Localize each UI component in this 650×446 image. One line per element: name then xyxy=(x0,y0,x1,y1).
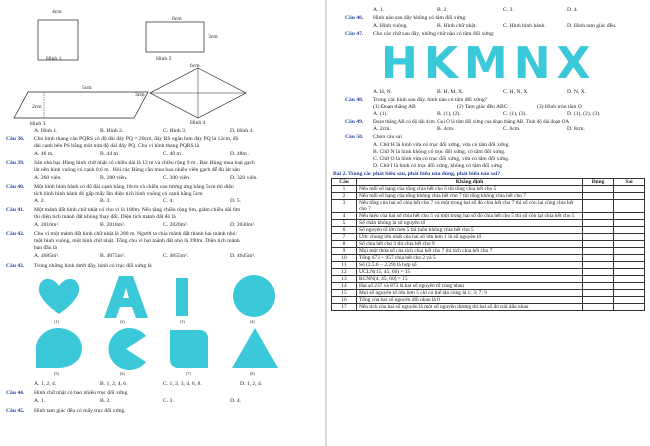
row-dung-cell[interactable] xyxy=(583,227,614,234)
row-statement: BCNN(4, 45, 60) = 15 xyxy=(357,276,583,283)
row-sai-cell[interactable] xyxy=(614,290,645,297)
shape-number-1: (1) xyxy=(54,319,59,324)
q45-number: Câu 45. xyxy=(6,408,25,414)
q42-text-2: một hình vuông, một hình chữ nhật. Tổng chu vi hai mảnh đất nhỏ là 390m. Diện tích mảnh xyxy=(34,238,240,244)
row-sai-cell[interactable] xyxy=(614,186,645,193)
q44-option-a: A. 1. xyxy=(34,398,46,404)
row-number: 7 xyxy=(332,234,357,241)
q42-number: Câu 42. xyxy=(6,231,25,237)
row-sai-cell[interactable] xyxy=(614,269,645,276)
row-statement: Số nguyên tố lớn hơn 5 thì luôn không chia hết cho 5 xyxy=(357,227,583,234)
row-number: 6 xyxy=(332,227,357,234)
row-dung-cell[interactable] xyxy=(583,241,614,248)
row-dung-cell[interactable] xyxy=(583,304,614,311)
parallelogram-top-label: 5cm xyxy=(82,85,92,91)
q34-option-b: B. Hình 2.. xyxy=(100,128,125,134)
row-sai-cell[interactable] xyxy=(614,234,645,241)
header-dung: Đúng xyxy=(583,179,614,186)
q43-option-a: A. 1, 2, 4. xyxy=(34,381,57,387)
q44-number: Câu 44. xyxy=(6,390,25,396)
parallelogram-figure-name: Hình 3 xyxy=(30,121,46,127)
row-dung-cell[interactable] xyxy=(583,255,614,262)
q34-option-a: A. Hình 1. xyxy=(34,128,58,134)
q44-option-c: C. 3. xyxy=(163,398,174,404)
row-number: 5 xyxy=(332,220,357,227)
row-sai-cell[interactable] xyxy=(614,248,645,255)
row-number: 13 xyxy=(332,276,357,283)
row-statement: Nếu mỗi số hạng của tổng không chia hết cho 7 thì tổng không chia hết cho 7 xyxy=(357,193,583,200)
row-number: 8 xyxy=(332,241,357,248)
row-sai-cell[interactable] xyxy=(614,220,645,227)
shape-number-2: (2) xyxy=(120,319,125,324)
shape-6-pacman xyxy=(104,328,148,370)
row-statement: Nếu tích của hai số nguyên là một số nguyên dương thì hai số đó trái dấu nhau xyxy=(357,304,583,311)
bai2-title: Bài 2. Trong các phát biểu sau, phát biểu nào đúng, phát biểu nào sai? xyxy=(333,171,501,177)
q50-item-b: B. Chữ N là hình không có trục đối xứng, có tâm đối xứng. xyxy=(373,149,506,155)
q45-option-c: C. 3. xyxy=(503,7,514,13)
q42-option-d: D. 4645m². xyxy=(230,253,256,259)
row-number: 9 xyxy=(332,248,357,255)
row-dung-cell[interactable] xyxy=(583,213,614,220)
row-sai-cell[interactable] xyxy=(614,241,645,248)
row-dung-cell[interactable] xyxy=(583,193,614,200)
row-number: 14 xyxy=(332,283,357,290)
statement-table xyxy=(331,178,645,311)
q49-option-d: D. 8cm. xyxy=(567,126,585,132)
q39-text-2: lát nền hình vuông có cạnh 0,6 m . Hỏi các Hùng cần mua bao nhiêu viên gạch để đủ lát sân xyxy=(34,167,240,173)
table-row xyxy=(332,220,645,227)
q43-number: Câu 43. xyxy=(6,263,25,269)
q49-text: Đoạn thẳng AB có độ dài 4cm. Gọi O là tâm đối xứng của đoạn thẳng AB. Tính độ dài đoạn OA xyxy=(373,119,570,125)
q41-option-a: A. 2016m². xyxy=(34,222,60,228)
row-statement: Số chia hết cho 3 thì chia hết cho 9 xyxy=(357,241,583,248)
row-statement: Nếu hiệu của hai số chia hết cho 5 và một trong hai số đó chia hết cho 5 thì số còn lại chia hết cho 5 xyxy=(357,213,583,220)
shape-number-7: (7) xyxy=(186,371,191,376)
q42-option-a: A. 4685m². xyxy=(34,253,60,259)
rhombus-top-label: 6cm xyxy=(190,63,200,69)
row-sai-cell[interactable] xyxy=(614,213,645,220)
parallelogram-height-label: 2cm xyxy=(32,104,42,110)
table-row xyxy=(332,276,645,283)
q44-option-d: D. 4. xyxy=(230,398,242,404)
q48-item-2: (2) Tam giác đều ABC xyxy=(457,104,508,110)
row-dung-cell[interactable] xyxy=(583,276,614,283)
q42-text-3: ban đầu là xyxy=(34,245,57,251)
q50-item-d: D. Chữ I là hình có trục đối xứng, không có tâm đối xứng xyxy=(373,163,503,169)
row-statement: Tổng 673 + 957 chia hết cho 2 và 5 xyxy=(357,255,583,262)
row-dung-cell[interactable] xyxy=(583,234,614,241)
row-sai-cell[interactable] xyxy=(614,304,645,311)
q39-option-c: C. 300 viên. xyxy=(163,175,191,181)
row-number: 11 xyxy=(332,262,357,269)
q36-text-2: dài cạnh bên PS bằng một nửa độ dài đáy PQ. Chu vi hình thang PQRS là xyxy=(34,143,200,149)
parallelogram-side-label: 3cm xyxy=(135,92,145,98)
q41-number: Câu 41. xyxy=(6,207,25,213)
row-number: 1 xyxy=(332,186,357,193)
q41-option-b: B. 2018m². xyxy=(100,222,126,228)
right-page xyxy=(327,0,650,446)
header-sai: Sai xyxy=(614,179,645,186)
q36-option-a: A. 46 m. xyxy=(34,151,54,157)
q46-text: Hình nào sau đây không có tâm đối xứng: xyxy=(373,15,467,21)
table-row xyxy=(332,213,645,220)
shape-number-3: (3) xyxy=(180,319,185,324)
row-statement: Hai số 237 và 873 là hai số nguyên tố cùng nhau xyxy=(357,283,583,290)
row-number: 10 xyxy=(332,255,357,262)
q40-option-c: C. 4. xyxy=(163,198,174,204)
row-number: 17 xyxy=(332,304,357,311)
q42-text-1: Chu vi một mảnh đất hình chữ nhật là 280 m. Người ta chia mảnh đất thành hai mảnh nhỏ: xyxy=(34,231,237,237)
row-sai-cell[interactable] xyxy=(614,297,645,304)
q45-option-b: B. 2. xyxy=(437,7,448,13)
row-sai-cell[interactable] xyxy=(614,227,645,234)
table-header-row xyxy=(332,179,645,186)
row-statement: Nếu mỗi số hạng của tổng chia hết cho 5 thì tổng chia hết cho 5 xyxy=(357,186,583,193)
q47-text: Cho các chữ sau đây, những chữ nào có tâm đối xứng: xyxy=(373,31,495,37)
q50-item-a: A. Chữ H là hình vừa có trục đối xứng, vừa có tâm đối xứng. xyxy=(373,142,510,148)
row-dung-cell[interactable] xyxy=(583,200,614,213)
rectangle-figure-name: Hình 2 xyxy=(156,56,172,62)
table-row xyxy=(332,290,645,297)
row-sai-cell[interactable] xyxy=(614,255,645,262)
q41-text-1: Một mảnh đất hình chữ nhật có chu vi là 180m. Nếu tăng chiều rộng 6m, giảm chiều dài 6m xyxy=(34,207,241,213)
row-sai-cell[interactable] xyxy=(614,193,645,200)
q43-option-c: C. 1, 2, 3, 4, 6, 8. xyxy=(163,381,202,387)
table-row xyxy=(332,248,645,255)
row-statement: Số (2.5.6 − 2.29) là hợp số xyxy=(357,262,583,269)
shape-2-letter-a xyxy=(104,276,148,318)
q36-option-b: B. 44 m . xyxy=(100,151,121,157)
q39-text-1: Sân nhà bạc Hùng hình chữ nhật có chiều dài là 12 m và chiều rộng 9 m . Bác Hùng mua loại gạch xyxy=(34,160,255,166)
table-row xyxy=(332,269,645,276)
row-number: 15 xyxy=(332,290,357,297)
q43-text: Trong những hình dưới đây, hình có trục đối xứng là xyxy=(34,263,152,269)
q50-text: Chọn câu sai xyxy=(373,134,402,140)
q43-option-d: D. 1, 2, 4. xyxy=(240,381,263,387)
row-dung-cell[interactable] xyxy=(583,297,614,304)
q47-option-b: B. H, M, X. xyxy=(437,89,464,95)
q41-option-c: C. 2020m². xyxy=(163,222,189,228)
q36-text-1: Cho hình thang cân PQRS có độ dài đáy PQ = 20cm, đáy RS ngắn hơn đáy PQ là 12cm, độ xyxy=(34,136,239,142)
row-statement: Tổng của hai số nguyên đối nhau là 0 xyxy=(357,297,583,304)
row-statement: Nếu tổng của hai số chia hết cho 7 và một trong hai số đó chia hết cho 7 thì số còn lại cũng chia hết cho 7 xyxy=(357,200,583,213)
row-statement: ƯCLN(15, 45, 60) = 15 xyxy=(357,269,583,276)
shape-4-circle xyxy=(232,274,278,320)
q44-text: Hình chữ nhật có bao nhiêu trục đối xứng xyxy=(34,390,128,396)
q34-option-d: D. Hình 4. xyxy=(230,128,254,134)
q45-text: Hình tam giác đều có mấy trục đối xứng. xyxy=(34,408,126,414)
q45-option-d: D. 4. xyxy=(567,7,579,13)
q40-number: Câu 40. xyxy=(6,184,25,190)
table-row xyxy=(332,255,645,262)
table-row xyxy=(332,283,645,290)
row-number: 16 xyxy=(332,297,357,304)
table-row xyxy=(332,200,645,213)
row-statement: Số chẵn không là số nguyên tố xyxy=(357,220,583,227)
row-sai-cell[interactable] xyxy=(614,276,645,283)
q45-option-a: A. 1. xyxy=(373,7,385,13)
q46-option-d: D. Hình tam giác đều. xyxy=(567,23,617,29)
q36-number: Câu 36. xyxy=(6,136,25,142)
q39-option-a: A. 260 viên. xyxy=(34,175,62,181)
header-cau: Câu xyxy=(332,179,357,186)
q40-option-a: A. 2. xyxy=(34,198,46,204)
q34-option-c: C. Hình 3. xyxy=(163,128,187,134)
q48-item-1: (1) Đoạn thẳng AB xyxy=(373,104,416,110)
q48-option-a: A. (1). xyxy=(373,111,388,117)
q49-option-b: B. 4cm. xyxy=(437,126,455,132)
shape-number-6: (6) xyxy=(120,371,125,376)
q46-option-a: A. Hình vuông. xyxy=(373,23,408,29)
q42-option-c: C. 4655m². xyxy=(163,253,189,259)
rectangle-top-label: 6cm xyxy=(172,16,182,22)
q48-text: Trong các hình sau đây, hình nào có tâm đối xứng? xyxy=(373,97,488,103)
row-statement: Ước chung lớn nhất của hai số lớn hơn 1 là số nguyên tố xyxy=(357,234,583,241)
q36-option-d: D. 48m . xyxy=(230,151,250,157)
table-row xyxy=(332,262,645,269)
q47-number: Câu 47. xyxy=(345,31,364,37)
table-row xyxy=(332,304,645,311)
shape-number-8: (8) xyxy=(250,371,255,376)
rectangle-side-label: 3cm xyxy=(208,34,218,40)
table-row xyxy=(332,186,645,193)
row-number: 2 xyxy=(332,193,357,200)
q49-number: Câu 49. xyxy=(345,119,364,125)
q40-text-1: Một hình bình hành có độ dài cạnh bằng 10cm và chiều cao tương ứng bằng 5cm thì diện xyxy=(34,184,234,190)
q48-option-d: D. (1), (2), (3). xyxy=(567,111,601,117)
row-statement: Mọi số nguyên tố lớn hơn 5 chỉ có thể tận cùng là 1; 3; 7; 9 xyxy=(357,290,583,297)
row-dung-cell[interactable] xyxy=(583,283,614,290)
table-row xyxy=(332,193,645,200)
row-sai-cell[interactable] xyxy=(614,283,645,290)
q42-option-b: B. 4675m². xyxy=(100,253,126,259)
q40-option-b: B. 3. xyxy=(100,198,111,204)
q39-option-d: D. 320 viên. xyxy=(230,175,258,181)
row-number: 4 xyxy=(332,213,357,220)
rhombus-figure-name: Hình 4 xyxy=(190,120,206,126)
row-number: 3 xyxy=(332,200,357,213)
q36-option-c: C. 40 m . xyxy=(163,151,184,157)
q48-item-3: (3) Hình tròn tâm O xyxy=(537,104,582,110)
q40-option-d: D. 5. xyxy=(230,198,242,204)
q39-option-b: B. 280 viên. xyxy=(100,175,128,181)
q48-option-b: B. (1), (2). xyxy=(437,111,461,117)
q39-number: Câu 39. xyxy=(6,160,25,166)
q48-option-c: C. (1), (3). xyxy=(503,111,527,117)
q46-option-b: B. Hình chữ nhật. xyxy=(437,23,477,29)
shape-number-4: (4) xyxy=(250,319,255,324)
q50-number: Câu 50. xyxy=(345,134,364,140)
table-row xyxy=(332,297,645,304)
square-figure-name: Hình 1 xyxy=(46,56,62,62)
row-dung-cell[interactable] xyxy=(583,290,614,297)
shape-7-rounded-square xyxy=(170,330,210,370)
q47-option-a: A. H, N. xyxy=(373,89,393,95)
row-dung-cell[interactable] xyxy=(583,269,614,276)
square-side-label: 4cm xyxy=(52,9,62,15)
q50-item-c: C. Chữ O là hình vừa có trục đối xứng, vừa có tâm đối xứng. xyxy=(373,156,510,162)
q41-option-d: D. 2030m². xyxy=(230,222,256,228)
q47-option-c: C. H, N, X. xyxy=(503,89,529,95)
big-letters: HKMNX xyxy=(381,38,597,89)
q46-option-c: C. Hình bình hành. xyxy=(503,23,546,29)
shape-1-heart xyxy=(36,276,82,316)
q49-option-a: A. 2cm. xyxy=(373,126,391,132)
table-row xyxy=(332,227,645,234)
shape-8-triangle xyxy=(232,328,278,370)
q40-text-2: tích hình bình hành đó gấp mấy lần diện tích hình vuông có cạnh bằng 5cm xyxy=(34,191,203,197)
q41-text-2: thì diện tích mảnh đất không thay đổi. Diện tích mảnh đất đó là xyxy=(34,214,176,220)
shape-3-rectangle xyxy=(176,278,190,318)
figure-rhombus xyxy=(150,66,250,122)
shape-5-leaf xyxy=(36,328,82,368)
row-sai-cell[interactable] xyxy=(614,262,645,269)
q48-number: Câu 48. xyxy=(345,97,364,103)
row-dung-cell[interactable] xyxy=(583,220,614,227)
row-dung-cell[interactable] xyxy=(583,186,614,193)
q44-option-b: B. 2. xyxy=(100,398,111,404)
figure-rectangle xyxy=(146,22,206,62)
row-dung-cell[interactable] xyxy=(583,248,614,255)
row-dung-cell[interactable] xyxy=(583,262,614,269)
row-statement: Mọi một thừa số của tích chia hết cho 7 thì tích chia hết cho 7 xyxy=(357,248,583,255)
q47-option-d: D. N, X. xyxy=(567,89,587,95)
header-khang-dinh: Khẳng định xyxy=(357,179,583,186)
table-row xyxy=(332,241,645,248)
q43-option-b: B. 1, 2, 4, 6. xyxy=(100,381,128,387)
shape-number-5: (5) xyxy=(54,371,59,376)
row-sai-cell[interactable] xyxy=(614,200,645,213)
table-row xyxy=(332,234,645,241)
row-number: 12 xyxy=(332,269,357,276)
q46-number: Câu 46. xyxy=(345,15,364,21)
q49-option-c: C. 6cm. xyxy=(503,126,521,132)
